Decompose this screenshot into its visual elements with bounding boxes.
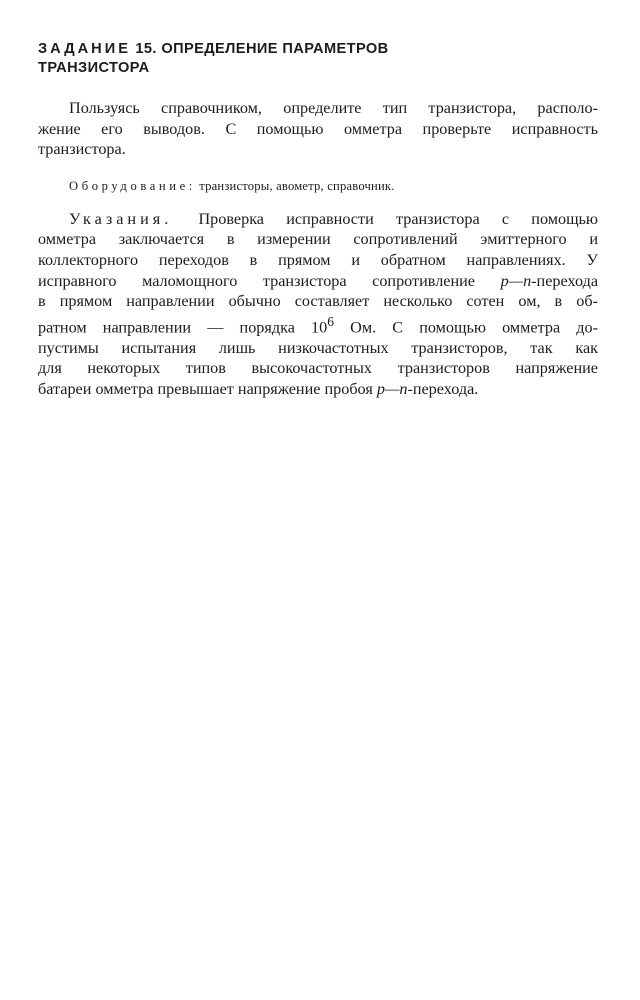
notes-line-5: в прямом направлении обычно составляет несколько сотен ом, в об- (38, 292, 598, 311)
task-heading-title: 15. ОПРЕДЕЛЕНИЕ ПАРАМЕТРОВ (135, 41, 389, 57)
intro-paragraph (38, 98, 598, 160)
intro-line-1: Пользуясь справочником, определите тип транзистора, располо- (69, 99, 598, 117)
task-heading-label: ЗАДАНИЕ (38, 41, 131, 57)
notes-line-1 (38, 209, 598, 230)
intro-line-2: жение его выводов. С помощью омметра проверьте исправность (38, 119, 598, 138)
notes-line-6-b: Ом. С помощью омметра до- (333, 318, 599, 337)
notes-line-4-a: исправного маломощного транзистора сопротивление (38, 271, 501, 290)
document-page (38, 40, 598, 400)
pn-junction-term: p—n (376, 379, 408, 398)
notes-line-3: коллекторного переходов в прямом и обратном направлениях. У (38, 250, 598, 269)
exponent: 6 (327, 313, 334, 329)
equipment-text: транзисторы, авометр, справочник. (199, 178, 395, 193)
notes-line-9-c: -перехода. (407, 379, 479, 398)
pn-junction-term: p—n (500, 271, 532, 290)
notes-line-6-a: ратном направлении — порядка 10 (38, 318, 328, 337)
notes-line-9-a: батареи омметра превышает напряжение пробоя (38, 379, 377, 398)
equipment-label: Оборудование: (69, 178, 196, 193)
notes-paragraph (38, 209, 598, 400)
notes-line-9 (38, 379, 598, 400)
task-heading-line-1 (38, 40, 598, 59)
notes-line-4-c: -перехода (531, 271, 598, 290)
notes-label: Указания. (69, 209, 173, 228)
notes-line-6 (38, 312, 598, 338)
notes-line-2: омметра заключается в измерении сопротивлений эмиттерного и (38, 230, 598, 249)
task-heading (38, 40, 598, 78)
notes-line-1-text: Проверка исправности транзистора с помощью (198, 209, 599, 228)
equipment-paragraph (38, 178, 598, 195)
notes-line-7: пустимы испытания лишь низкочастотных транзисторов, так как (38, 338, 598, 357)
notes-line-8: для некоторых типов высокочастотных транзисторов напряжение (38, 359, 598, 378)
intro-line-3: транзистора. (38, 140, 126, 159)
notes-line-4 (38, 271, 598, 292)
task-heading-line-2: ТРАНЗИСТОРА (38, 60, 150, 76)
